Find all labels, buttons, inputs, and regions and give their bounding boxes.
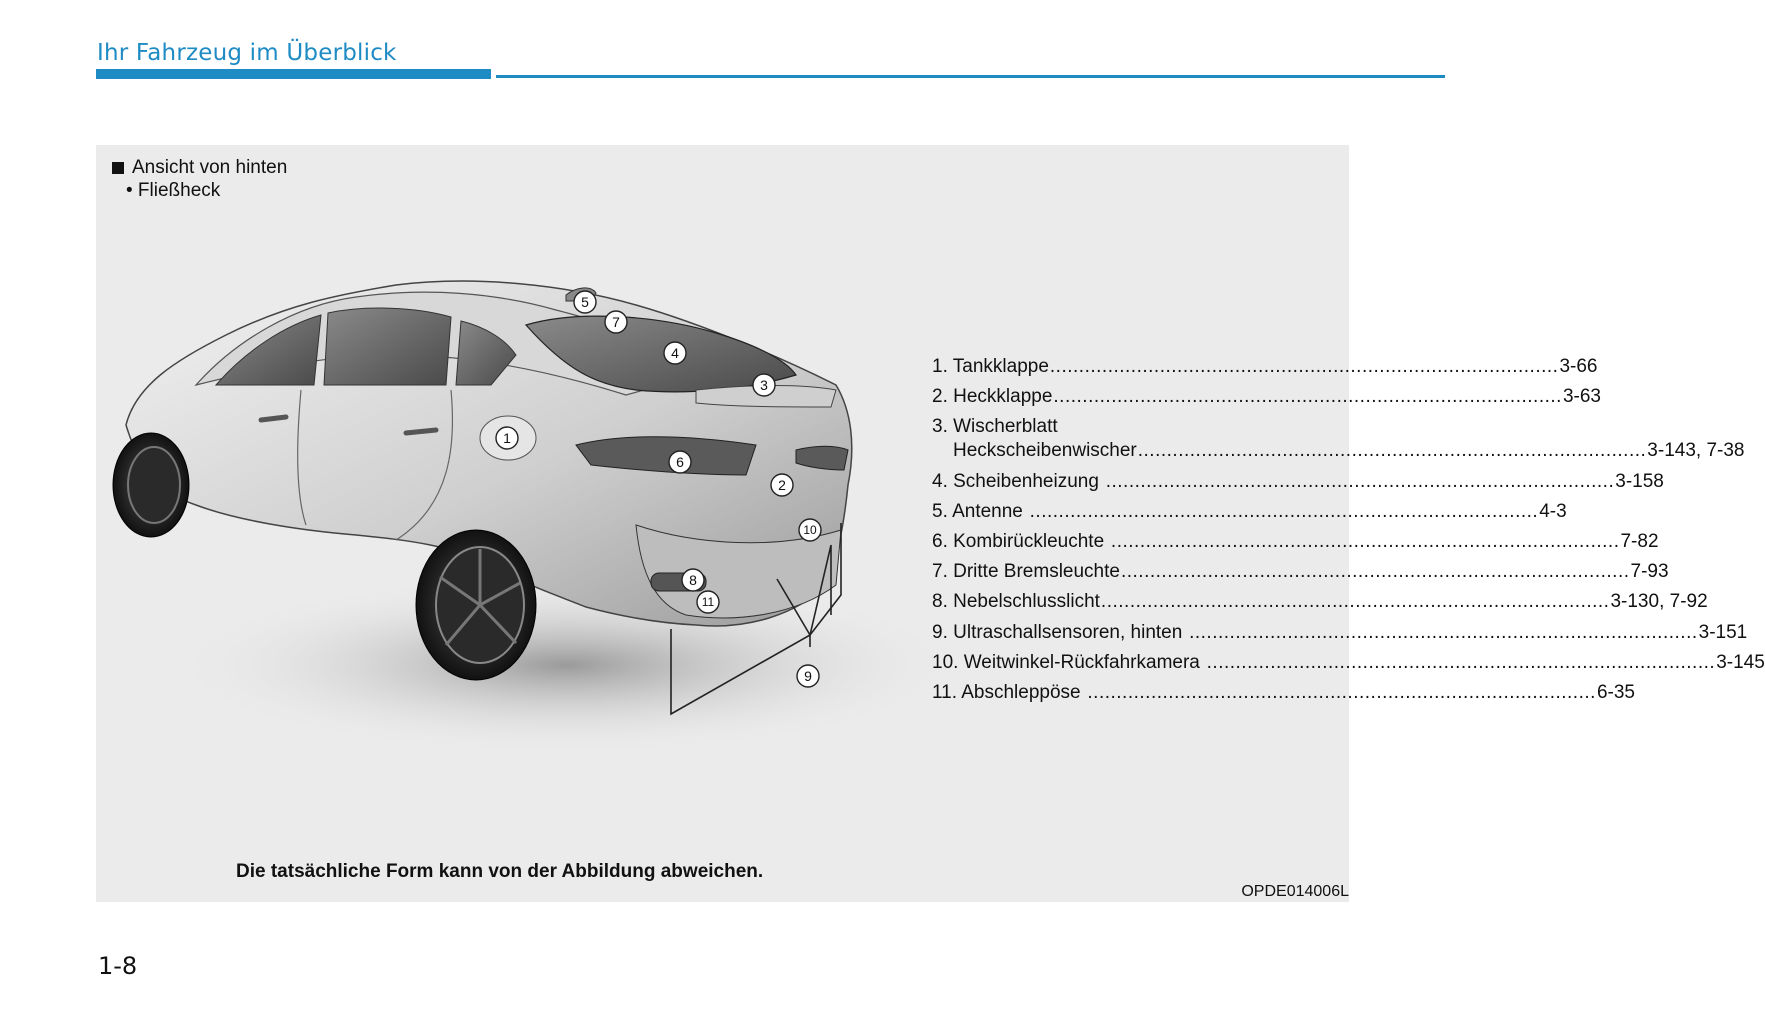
- door-handle-front: [261, 417, 286, 420]
- svg-text:8: 8: [689, 572, 697, 588]
- disclaimer: Die tatsächliche Form kann von der Abbildung abweichen.: [236, 861, 764, 882]
- door-handle-rear: [406, 430, 436, 433]
- section-title: Ihr Fahrzeug im Überblick: [97, 40, 397, 66]
- callout-6: [669, 451, 691, 473]
- view-heading-text: Ansicht von hinten: [132, 157, 288, 178]
- svg-text:1: 1: [503, 430, 511, 446]
- legend-item: 4. Scheibenheizung ........................................................................................ 3-158: [932, 470, 1664, 492]
- legend-item: 6. Kombirückleuchte ........................................................................................ 7-82: [932, 530, 1659, 552]
- svg-text:5: 5: [581, 294, 589, 310]
- callout-3: [753, 374, 775, 396]
- header-rule-thick: [96, 69, 491, 79]
- legend-item: 7. Dritte Bremsleuchte ........................................................................................ 7-93: [932, 561, 1669, 583]
- figure-code: OPDE014006L: [1241, 883, 1349, 900]
- svg-text:7: 7: [612, 314, 620, 330]
- legend-item: 11. Abschleppöse ........................................................................................ 6-35: [932, 681, 1635, 703]
- ground-shadow: [166, 575, 966, 755]
- svg-text:3: 3: [760, 377, 768, 393]
- header-rule-thin: [496, 75, 1445, 78]
- svg-text:4: 4: [671, 345, 679, 361]
- svg-text:9: 9: [804, 668, 812, 684]
- page-number: 1-8: [98, 952, 138, 980]
- svg-text:6: 6: [676, 454, 684, 470]
- front-wheel-rim: [128, 447, 180, 523]
- callout-7: [605, 311, 627, 333]
- legend-item: 5. Antenne ........................................................................................ 4-3: [932, 500, 1567, 522]
- callout-4: [664, 342, 686, 364]
- svg-text:2: 2: [778, 477, 786, 493]
- callout-11: [697, 591, 719, 613]
- callout-8: [682, 569, 704, 591]
- parts-legend: [932, 355, 1765, 711]
- legend-item: 9. Ultraschallsensoren, hinten ........................................................................................ 3-151: [932, 621, 1748, 643]
- legend-item: 10. Weitwinkel-Rückfahrkamera ........................................................................................ 3-145: [932, 651, 1765, 673]
- svg-text:11: 11: [701, 595, 715, 609]
- callout-2: [771, 474, 793, 496]
- legend-item: 2. Heckklappe ........................................................................................ 3-63: [932, 386, 1601, 408]
- callout-10: [799, 519, 821, 541]
- callout-5: [574, 291, 596, 313]
- svg-text:10: 10: [803, 523, 817, 537]
- callout-1: [496, 427, 518, 449]
- legend-item: 3. Wischerblatt Heckscheibenwischer ........................................................................................ 3-143, 7-38: [932, 416, 1745, 462]
- view-subheading: • Fließheck: [126, 180, 221, 201]
- side-window-rear: [324, 308, 451, 385]
- callout-9: [797, 665, 819, 687]
- legend-item: 1. Tankklappe ........................................................................................ 3-66: [932, 356, 1598, 377]
- legend-item: 8. Nebelschlusslicht ........................................................................................ 3-130, 7-92: [932, 591, 1708, 613]
- figure-panel: [96, 145, 1765, 902]
